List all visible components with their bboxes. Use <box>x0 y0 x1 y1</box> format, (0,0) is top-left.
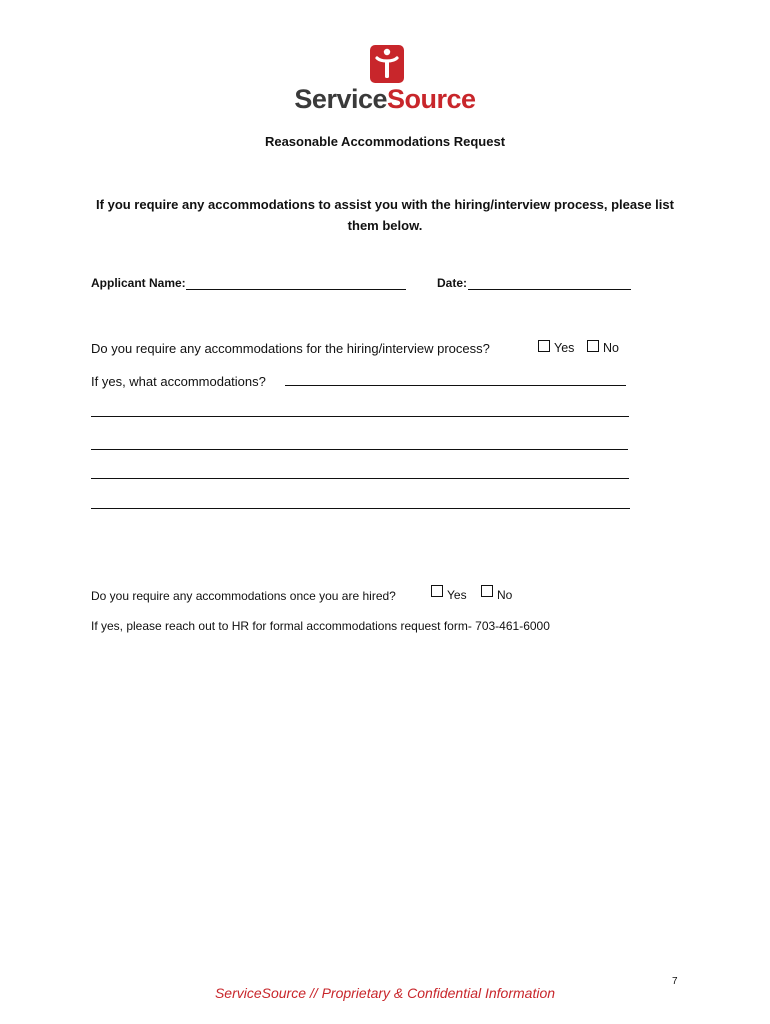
page-title: Reasonable Accommodations Request <box>264 134 506 149</box>
page-number: 7 <box>672 976 678 987</box>
question-hiring-process: Do you require any accommodations for the hiring/interview process? <box>91 341 490 356</box>
brand-name-part2: Source <box>387 84 476 114</box>
applicant-name-label: Applicant Name: <box>91 276 186 290</box>
hiring-no-checkbox[interactable] <box>587 340 599 352</box>
brand-wordmark <box>0 84 770 115</box>
hired-no-checkbox[interactable] <box>481 585 493 597</box>
accommodations-label: If yes, what accommodations? <box>91 374 266 389</box>
intro-text: If you require any accommodations to assist you with the hiring/interview process, please list them below. <box>96 197 674 233</box>
brand-name-part1: Service <box>294 84 388 114</box>
hired-no-label: No <box>497 588 513 602</box>
footer-confidential: ServiceSource // Proprietary & Confidential Information <box>214 985 556 1001</box>
hiring-yes-checkbox[interactable] <box>538 340 550 352</box>
date-label: Date: <box>437 276 468 290</box>
hiring-yes-label: Yes <box>554 341 575 355</box>
hired-yes-checkbox[interactable] <box>431 585 443 597</box>
accommodations-field-line-5[interactable] <box>91 508 630 509</box>
accommodations-field-line-2[interactable] <box>91 416 629 417</box>
date-field[interactable] <box>468 289 631 290</box>
accommodations-field-line-3[interactable] <box>91 449 628 450</box>
brand-logo-icon <box>370 45 404 83</box>
hired-yes-label: Yes <box>447 588 467 602</box>
applicant-name-field[interactable] <box>186 289 406 290</box>
accommodations-field-line-1[interactable] <box>285 385 626 386</box>
accommodations-field-line-4[interactable] <box>91 478 629 479</box>
question-once-hired: Do you require any accommodations once you are hired? <box>91 589 396 603</box>
hiring-no-label: No <box>603 341 619 355</box>
hr-contact-text: If yes, please reach out to HR for formal accommodations request form- 703-461-6000 <box>91 619 550 633</box>
